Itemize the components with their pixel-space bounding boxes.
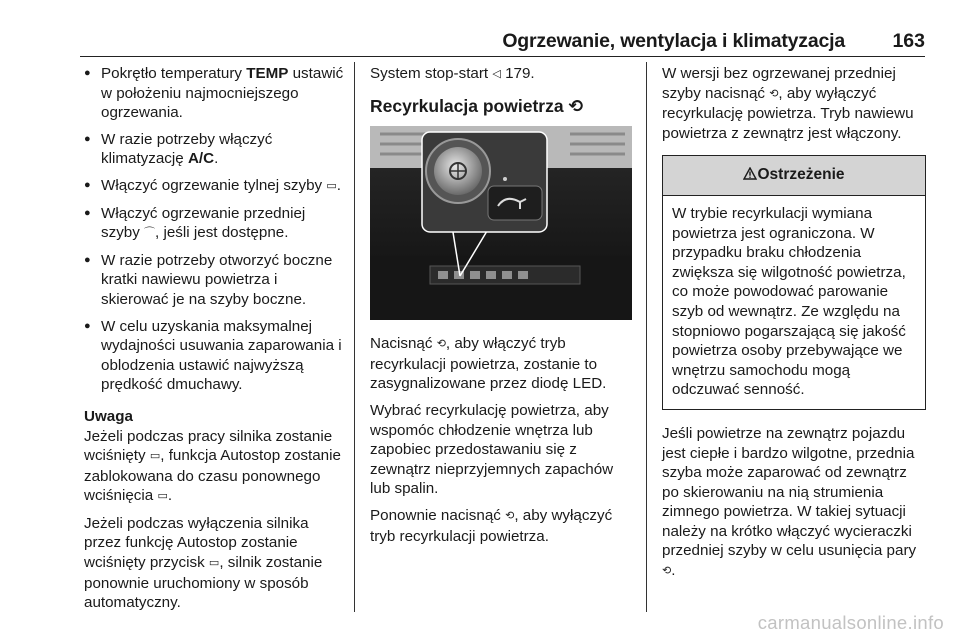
warning-text: W trybie recyrkulacji wymiana powietrza jest ograniczona. W przypadku braku chłodzenia zwiększa się wilgotność powietrza, co może powodować parowanie szyb od wewnątrz. Ze względu na stopniowo pogarszającą się jakość powietrza osoby przebywające we wnętrzu samochodu mogą odczuwać senność. bbox=[672, 204, 906, 399]
front-defrost-icon: ▭ bbox=[149, 450, 161, 463]
recirculation-button-photo bbox=[370, 126, 632, 320]
instruction-list bbox=[84, 64, 346, 395]
warning-title: Ostrzeżenie bbox=[757, 166, 845, 184]
list-item: ● W celu uzyskania maksymalnej wydajności usuwania zaparowania i oblodzenia ustawić najwyższą prędkość dmuchawy. bbox=[84, 317, 346, 395]
note-paragraph-2: Jeżeli podczas wyłączenia silnika przez funkcję Autostop zostanie wciśnięty przycisk ▭, silnik zostanie ponownie uruchomiony w sposób automatyczny. bbox=[84, 514, 323, 612]
recirculation-icon: ⟲ bbox=[436, 338, 446, 351]
list-item: ● W razie potrzeby włączyć klimatyzację A/C. bbox=[84, 130, 346, 169]
note-paragraph-1: Jeżeli podczas pracy silnika zostanie wciśnięty ▭, funkcja Autostop zostanie zablokowana do czasu ponownego wciśnięcia ▭. bbox=[84, 427, 346, 507]
page-number: 163 bbox=[892, 30, 925, 52]
cross-reference[interactable]: System stop-start ◁ 179. bbox=[370, 64, 632, 85]
note-title: Uwaga bbox=[84, 407, 133, 425]
paragraph: Wybrać recyrkulację powietrza, aby wspomóc chłodzenie wnętrza lub zapobiec przedostawaniu się z zewnątrz nieprzyjemnych zapachów lub spalin. bbox=[370, 401, 614, 498]
paragraph: Jeśli powietrze na zewnątrz pojazdu jest ciepłe i bardzo wilgotne, przednia szyba może zaparować od zewnątrz po skierowaniu na nią strumienia zimnego powietrza. W takiej sytuacji należy na krótko włączyć wycieraczki przedniej szyby w celu usunięcia pary ⟲. bbox=[662, 424, 926, 582]
column-1 bbox=[84, 64, 346, 620]
header-rule bbox=[80, 56, 925, 57]
warning-triangle-icon bbox=[743, 167, 757, 180]
column-divider-1 bbox=[354, 62, 355, 612]
watermark: carmanualsonline.info bbox=[757, 612, 944, 633]
windscreen-heat-icon: ⌒ bbox=[144, 227, 156, 240]
paragraph: Ponownie nacisnąć ⟲, aby wyłączyć tryb recyrkulacji powietrza. bbox=[370, 506, 613, 545]
recirculation-icon: ⟲ bbox=[505, 509, 515, 522]
paragraph: Nacisnąć ⟲, aby włączyć tryb recyrkulacji powietrza, zostanie to zasygnalizowane przez diodę LED. bbox=[370, 335, 607, 393]
page-ref-arrow-icon: ◁ bbox=[492, 68, 501, 80]
list-item: ● Włączyć ogrzewanie tylnej szyby ▭. bbox=[84, 176, 346, 197]
column-3 bbox=[662, 64, 926, 589]
recirculation-icon: ⟲ bbox=[769, 87, 779, 100]
paragraph: W wersji bez ogrzewanej przedniej szyby nacisnąć ⟲, aby wyłączyć recyrkulację powietrza. Tryb nawiewu powietrza z zewnątrz jest włączony. bbox=[662, 65, 914, 142]
section-heading: Recyrkulacja powietrza ⟲ bbox=[370, 95, 584, 116]
list-item: ● W razie potrzeby otworzyć boczne kratki nawiewu powietrza i skierować je na szyby boczne. bbox=[84, 251, 346, 310]
front-defrost-icon: ▭ bbox=[157, 490, 168, 503]
dashboard-photo-svg bbox=[370, 126, 632, 320]
wiper-icon: ⟲ bbox=[662, 565, 672, 578]
page-title: Ogrzewanie, wentylacja i klimatyzacja bbox=[502, 30, 845, 52]
page-header bbox=[80, 30, 925, 56]
warning-box bbox=[662, 155, 926, 410]
column-2 bbox=[370, 64, 632, 553]
front-defrost-icon: ▭ bbox=[208, 557, 220, 570]
warning-header bbox=[663, 156, 925, 196]
recirculation-icon: ⟲ bbox=[568, 95, 584, 116]
list-item: ● Pokrętło temperatury TEMP ustawić w położeniu najmocniejszego ogrzewania. bbox=[84, 64, 346, 123]
list-item: ● Włączyć ogrzewanie przedniej szyby ⌒, jeśli jest dostępne. bbox=[84, 204, 346, 244]
column-divider-2 bbox=[646, 62, 647, 612]
rear-window-heat-icon: ▭ bbox=[326, 179, 337, 192]
